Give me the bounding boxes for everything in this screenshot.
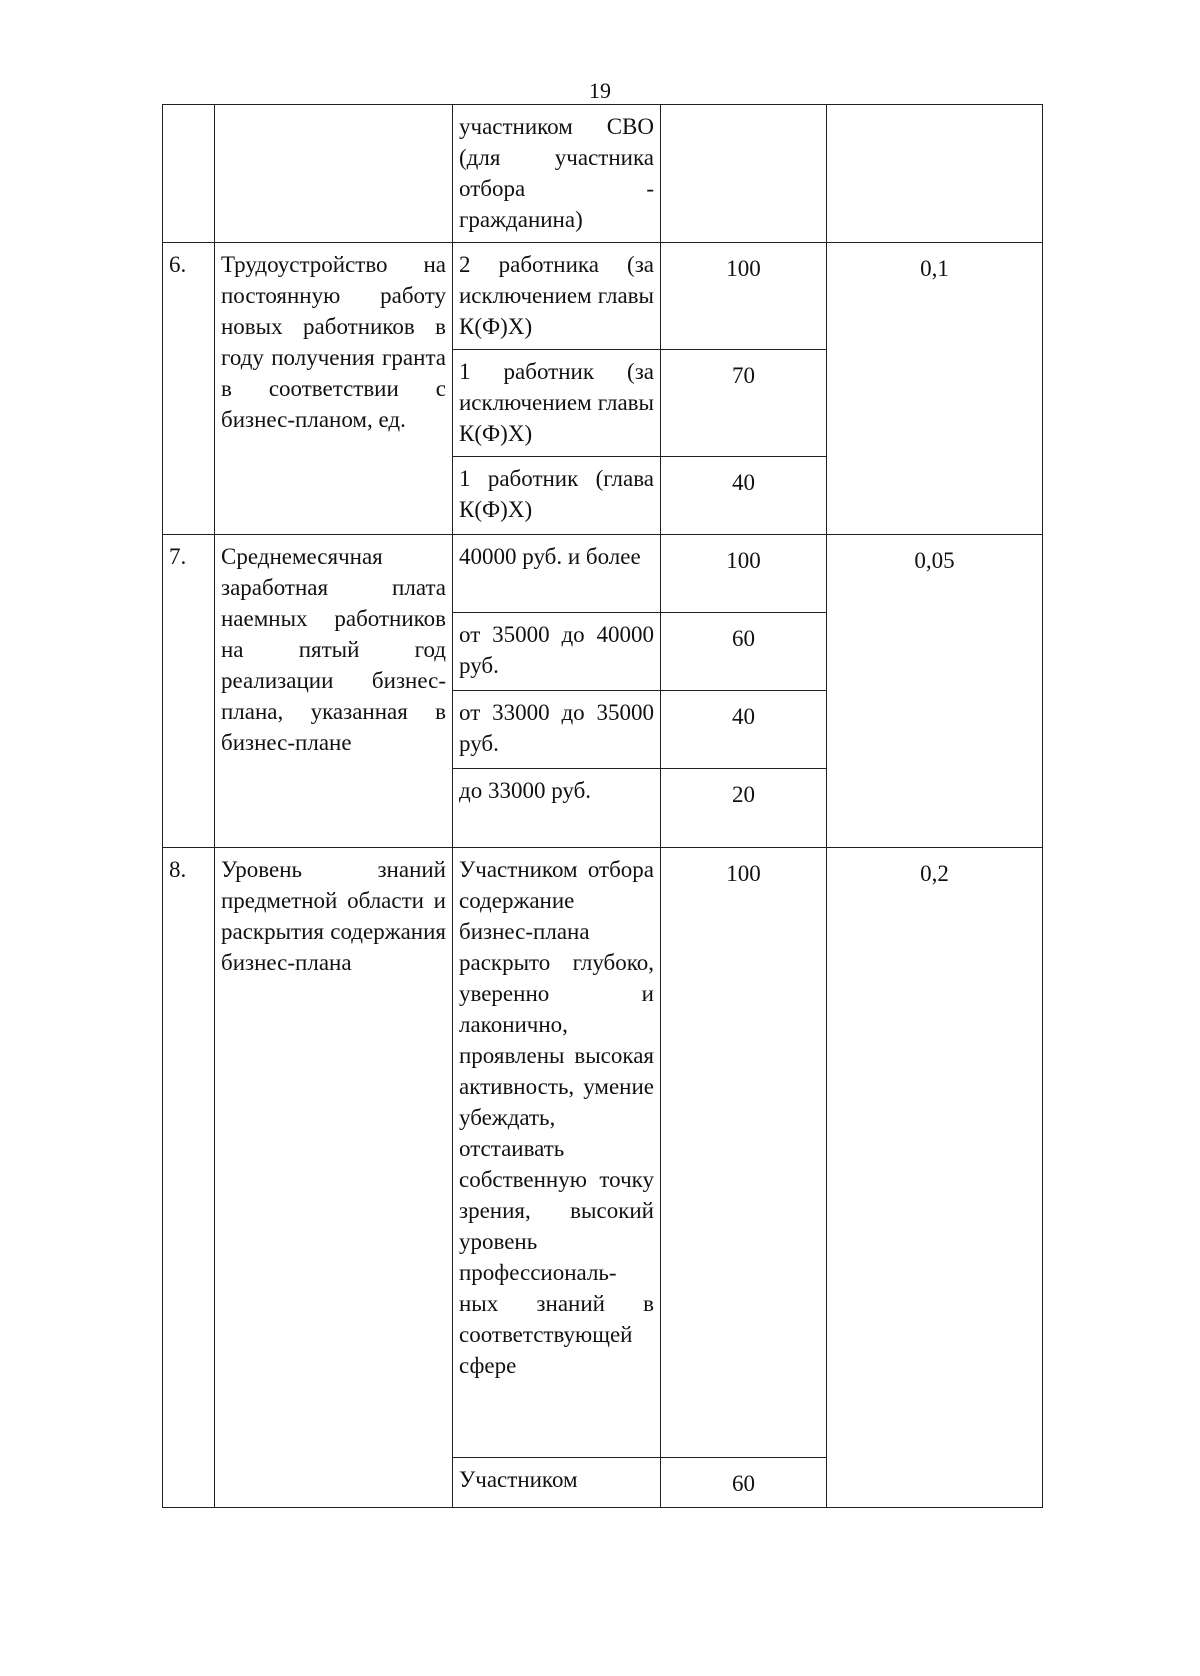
- option-text: Участником: [453, 1458, 661, 1508]
- row-number: [163, 105, 215, 243]
- option-text: 1 работник (за исключением главы К(Ф)Х): [453, 350, 661, 457]
- option-points: 100: [661, 243, 827, 350]
- row-number: 7.: [163, 535, 215, 848]
- row-number: 6.: [163, 243, 215, 535]
- option-points: [661, 105, 827, 243]
- option-text: от 33000 до 35000 руб.: [453, 691, 661, 769]
- option-points: 20: [661, 769, 827, 848]
- page-number: 19: [589, 78, 611, 103]
- option-text: от 35000 до 40000 руб.: [453, 613, 661, 691]
- option-text: Участником отбора содержание бизнес-плана раскрыто глубоко, уверенно и лаконично, проявлены высокая активность, умение убеждать, отстаивать собственную точку зрения, высокий уровень профессиональ-ных знаний в соответствующей сфере: [453, 848, 661, 1458]
- table-row-6: [163, 243, 1043, 350]
- row-number: 8.: [163, 848, 215, 1508]
- table-row-8: [163, 848, 1043, 1458]
- option-points: 60: [661, 613, 827, 691]
- option-text: до 33000 руб.: [453, 769, 661, 848]
- table-row-7: [163, 535, 1043, 613]
- table-row-continuation: [163, 105, 1043, 243]
- option-points: 60: [661, 1458, 827, 1508]
- criterion-text: Среднемесячная заработная плата наемных работников на пятый год реализации бизнес-плана, указанная в бизнес-плане: [215, 535, 453, 848]
- criterion-text: [215, 105, 453, 243]
- criterion-weight: [827, 105, 1043, 243]
- criterion-weight: 0,2: [827, 848, 1043, 1508]
- option-text: 2 работника (за исключением главы К(Ф)Х): [453, 243, 661, 350]
- criterion-weight: 0,1: [827, 243, 1043, 535]
- option-points: 100: [661, 848, 827, 1458]
- option-points: 40: [661, 691, 827, 769]
- criterion-text: Уровень знаний предметной области и раскрытия содержания бизнес-плана: [215, 848, 453, 1508]
- criterion-weight: 0,05: [827, 535, 1043, 848]
- option-text: 1 работник (глава К(Ф)Х): [453, 457, 661, 535]
- criterion-text: Трудоустройство на постоянную работу новых работников в году получения гранта в соответствии с бизнес-планом, ед.: [215, 243, 453, 535]
- option-points: 100: [661, 535, 827, 613]
- option-text: участником СВО (для участника отбора - гражданина): [453, 105, 661, 243]
- option-text: 40000 руб. и более: [453, 535, 661, 613]
- criteria-table: [162, 104, 1043, 1508]
- option-points: 40: [661, 457, 827, 535]
- option-points: 70: [661, 350, 827, 457]
